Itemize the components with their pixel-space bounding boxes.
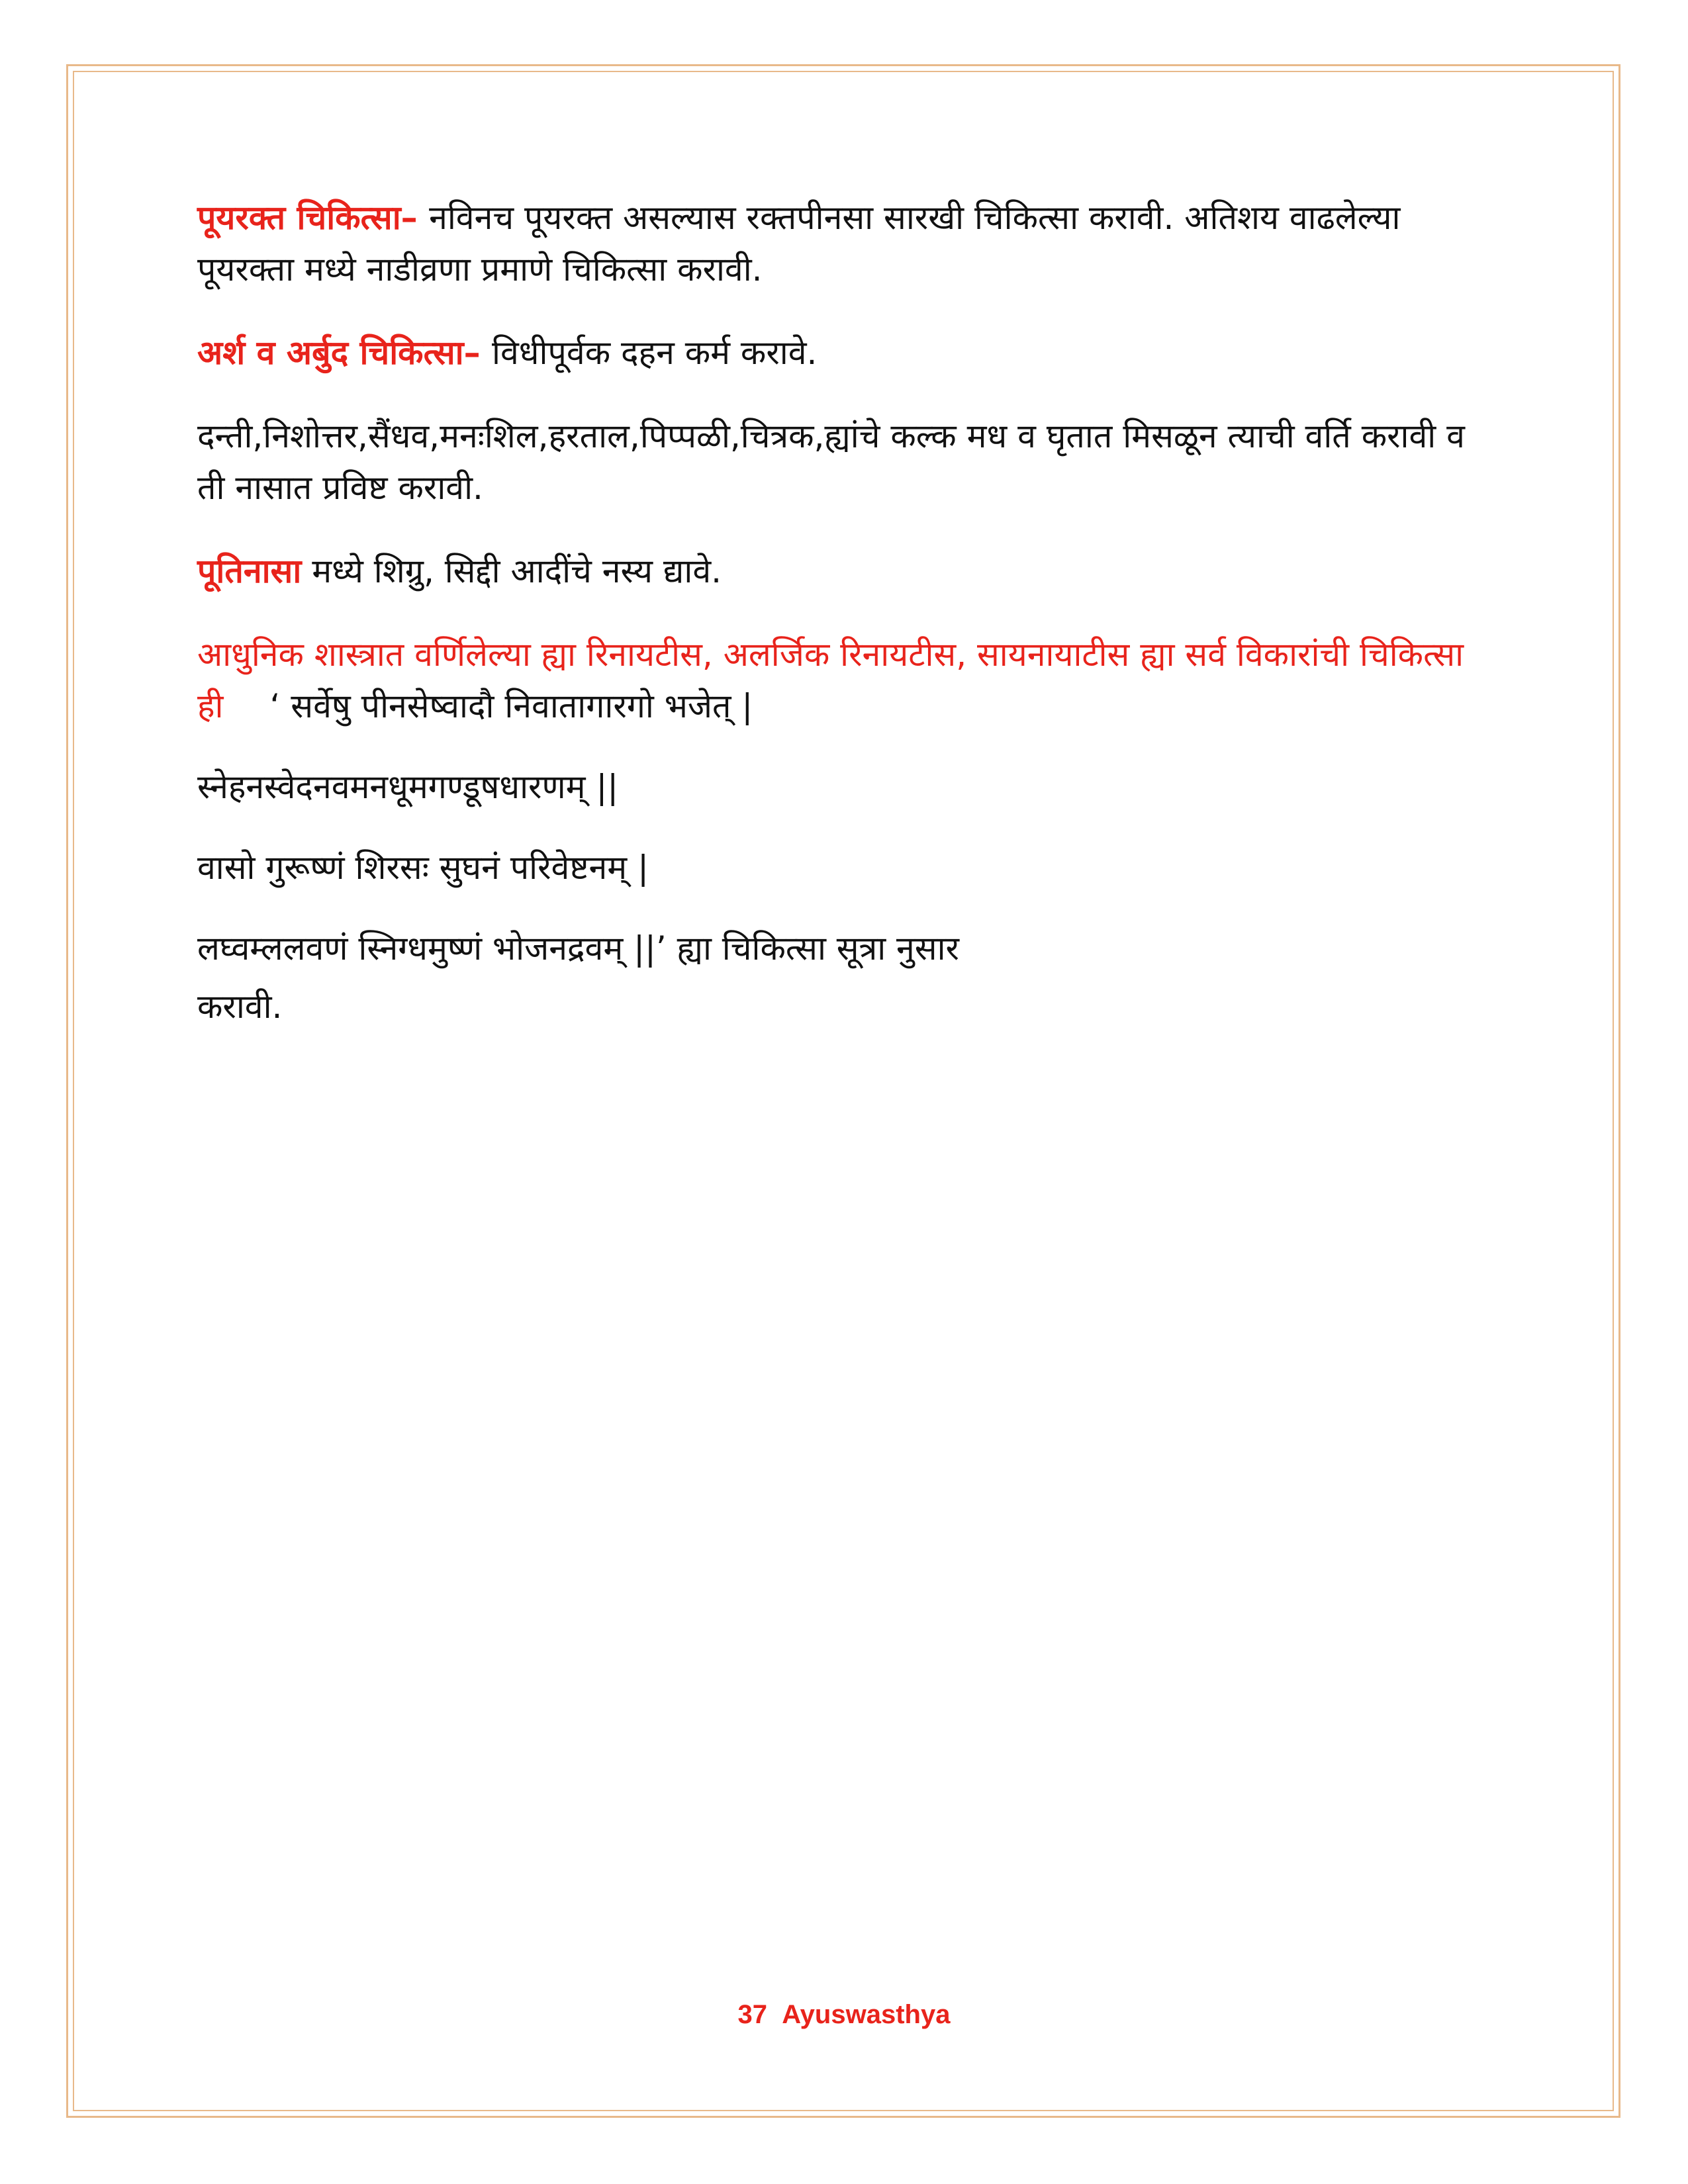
puyarakta-dash: – <box>400 199 430 237</box>
puyarakta-text: नविनच पूयरक्त असल्यास रक्तपीनसा सारखी चिकित्सा करावी. अतिशय वाढलेल्या पूयरक्ता मध्ये नाडीव्रणा प्रमाणे चिकित्सा करावी. <box>197 199 1401 289</box>
page-footer <box>0 2000 1688 2030</box>
verse-line-3: वासो गुरूष्णं शिरसः सुघनं परिवेष्टनम् | <box>197 848 649 887</box>
verse-line-1: ‘ सर्वेषु पीनसेष्वादौ निवातागारगो भजेत् | <box>269 687 753 725</box>
putinasa-paragraph <box>197 545 1488 597</box>
verse-line-4: लघ्वम्ललवणं स्निग्धमुष्णं भोजनद्रवम् ||’ ह्या चिकित्सा सूत्रा नुसार <box>197 929 959 968</box>
closing-text: करावी. <box>197 987 283 1026</box>
arsha-dash: – <box>463 334 492 372</box>
adhunik-red-text: आधुनिक शास्त्रात वर्णिलेल्या ह्या रिनायटीस, अलर्जिक रिनायटीस, सायनायाटीस ह्या सर्व विकारांची चिकित्सा ही <box>197 635 1464 725</box>
arsha-heading: अर्श व अर्बुद चिकित्सा <box>197 334 464 372</box>
putinasa-text: मध्ये शिग्रु, सिद्दी आदींचे नस्य द्यावे. <box>301 552 722 590</box>
arsha-paragraph <box>197 327 1488 379</box>
putinasa-heading: पूतिनासा <box>197 552 302 590</box>
puyarakta-heading: पूयरक्त चिकित्सा <box>197 199 401 237</box>
page-number: 37 <box>737 2000 768 2029</box>
varti-paragraph <box>197 410 1488 514</box>
page-content <box>197 192 1488 1064</box>
varti-text: दन्ती,निशोत्तर,सैंधव,मनःशिल,हरताल,पिप्पळी,चित्रक,ह्यांचे कल्क मध व घृतात मिसळून त्याची वर्ति करावी व ती नासात प्रविष्ट करावी. <box>197 417 1465 507</box>
adhunik-paragraph <box>197 629 1488 732</box>
verse-line-2: स्नेहनस्वेदनवमनधूमगण्डूषधारणम् || <box>197 768 619 806</box>
footer-title: Ayuswasthya <box>782 2000 951 2029</box>
puyarakta-paragraph <box>197 192 1488 295</box>
arsha-text: विधीपूर्वक दहन कर्म करावे. <box>492 334 818 372</box>
